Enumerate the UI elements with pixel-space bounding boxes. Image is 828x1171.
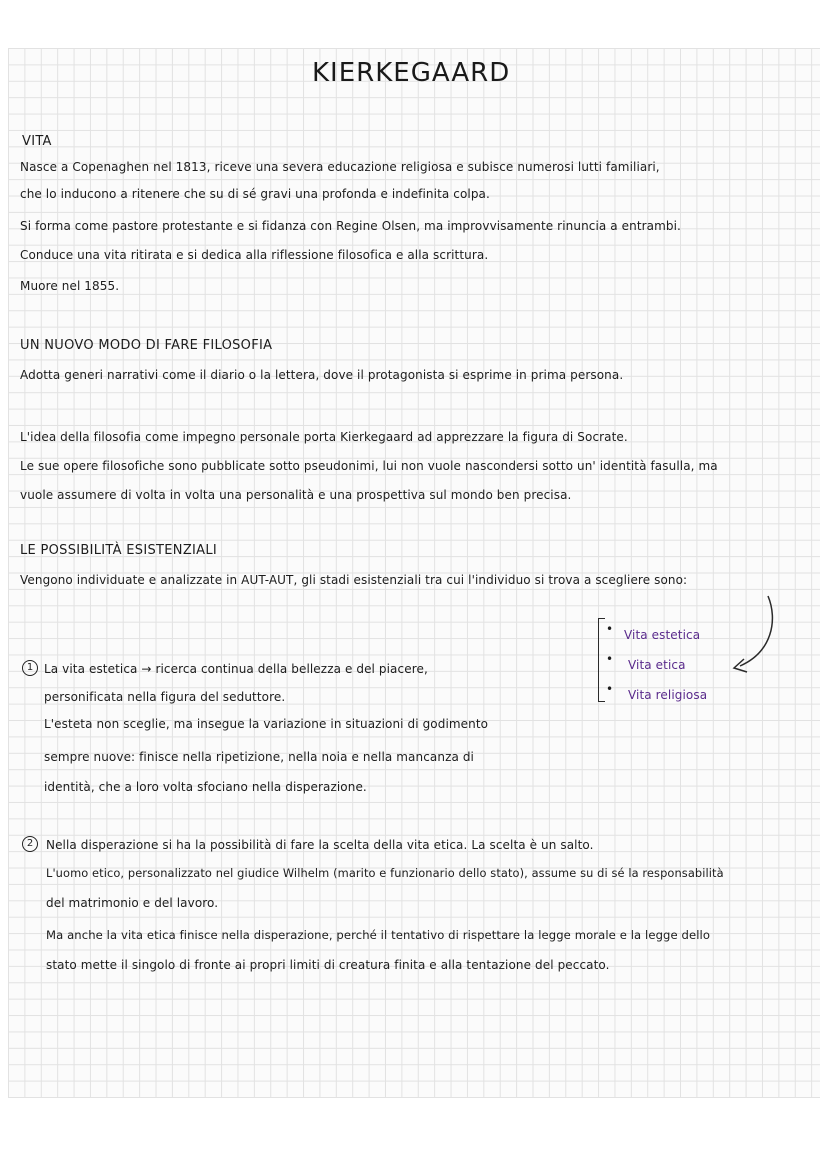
list-bracket [598, 618, 605, 702]
bullet-icon: • [606, 652, 614, 666]
vita-line: Si forma come pastore protestante e si fidanza con Regine Olsen, ma improvvisamente rinuncia a entrambi. [20, 219, 681, 233]
item2-line: del matrimonio e del lavoro. [46, 896, 219, 910]
item-number-badge: 2 [22, 836, 38, 852]
curved-arrow-icon [720, 590, 780, 680]
stage-list-item: Vita estetica [624, 628, 701, 642]
item1-line: personificata nella figura del seduttore. [44, 690, 286, 704]
item1-line: La vita estetica → ricerca continua della bellezza e del piacere, [44, 662, 428, 676]
item2-line: stato mette il singolo di fronte ai propri limiti di creatura finita e alla tentazione del peccato. [46, 958, 610, 972]
vita-line: Nasce a Copenaghen nel 1813, riceve una severa educazione religiosa e subisce numerosi lutti familiari, [20, 160, 660, 174]
item-number-badge: 1 [22, 660, 38, 676]
item1-line: identità, che a loro volta sfociano nella disperazione. [44, 780, 367, 794]
vita-line: Muore nel 1855. [20, 279, 120, 293]
stage-list-item: Vita religiosa [628, 688, 708, 702]
item1-line: sempre nuove: finisce nella ripetizione, nella noia e nella mancanza di [44, 750, 474, 764]
item1-line: L'esteta non sceglie, ma insegue la variazione in situazioni di godimento [44, 717, 489, 731]
item2-line: L'uomo etico, personalizzato nel giudice Wilhelm (marito e funzionario dello stato), assume su di sé la responsabilità [46, 866, 724, 880]
nuovo-modo-line: Adotta generi narrativi come il diario o la lettera, dove il protagonista si esprime in prima persona. [20, 368, 624, 382]
bullet-icon: • [606, 682, 614, 696]
section-heading-nuovo-modo: UN NUOVO MODO DI FARE FILOSOFIA [20, 338, 273, 353]
nuovo-modo-line: Le sue opere filosofiche sono pubblicate sotto pseudonimi, lui non vuole nascondersi sotto un' identità fasulla, ma [20, 459, 718, 473]
stage-list-item: Vita etica [628, 658, 686, 672]
bullet-icon: • [606, 622, 614, 636]
possibilita-intro: Vengono individuate e analizzate in AUT-AUT, gli stadi esistenziali tra cui l'individuo si trova a scegliere sono: [20, 573, 688, 587]
nuovo-modo-line: vuole assumere di volta in volta una personalità e una prospettiva sul mondo ben precisa. [20, 488, 572, 502]
vita-line: Conduce una vita ritirata e si dedica alla riflessione filosofica e alla scrittura. [20, 248, 489, 262]
section-heading-possibilita: LE POSSIBILITÀ ESISTENZIALI [20, 543, 218, 558]
page-title: KIERKEGAARD [312, 58, 511, 88]
nuovo-modo-line: L'idea della filosofia come impegno personale porta Kierkegaard ad apprezzare la figura di Socrate. [20, 430, 628, 444]
item2-line: Nella disperazione si ha la possibilità di fare la scelta della vita etica. La scelta è un salto. [46, 838, 594, 852]
vita-line: che lo inducono a ritenere che su di sé gravi una profonda e indefinita colpa. [20, 187, 490, 201]
item2-line: Ma anche la vita etica finisce nella disperazione, perché il tentativo di rispettare la legge morale e la legge dello [46, 928, 711, 942]
section-heading-vita: VITA [22, 134, 52, 149]
